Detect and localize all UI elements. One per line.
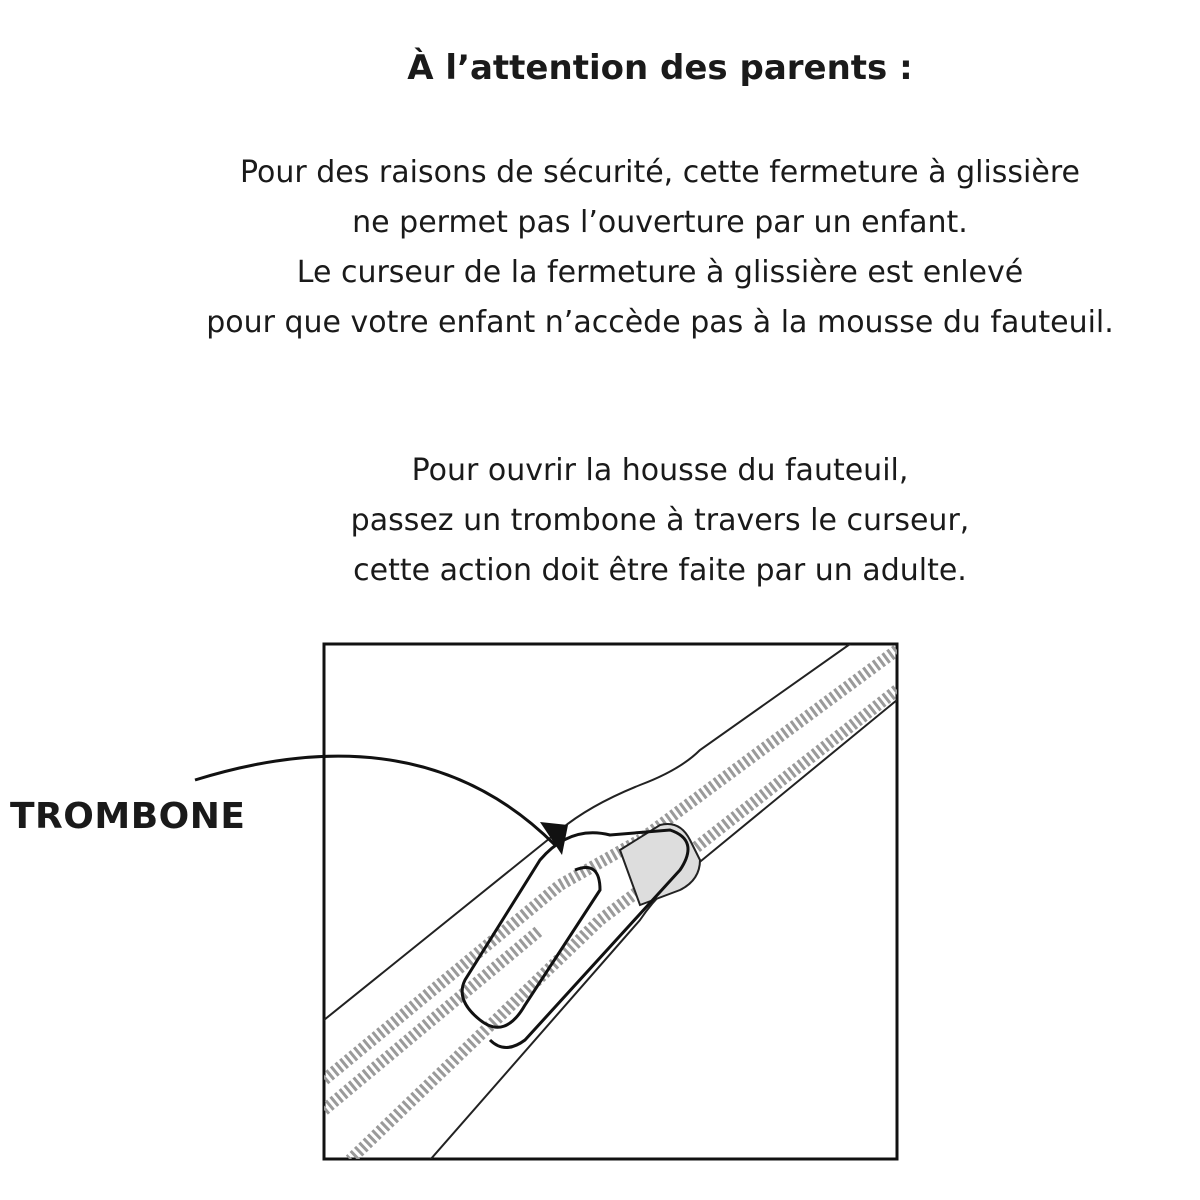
text-line: pour que votre enfant n’accède pas à la mousse du fauteuil. — [206, 305, 1114, 340]
text-line: Le curseur de la fermeture à glissière est enlevé — [296, 255, 1024, 290]
text-line: cette action doit être faite par un adulte. — [353, 553, 967, 588]
text-line: passez un trombone à travers le curseur, — [350, 503, 970, 538]
illustration-frame — [324, 644, 897, 1159]
text-line: ne permet pas l’ouverture par un enfant. — [352, 205, 968, 240]
text-line: Pour des raisons de sécurité, cette fermeture à glissière — [240, 155, 1080, 190]
text-line: Pour ouvrir la housse du fauteuil, — [411, 453, 909, 488]
notice-title: À l’attention des parents : — [407, 48, 913, 88]
trombone-label: TROMBONE — [10, 796, 246, 837]
